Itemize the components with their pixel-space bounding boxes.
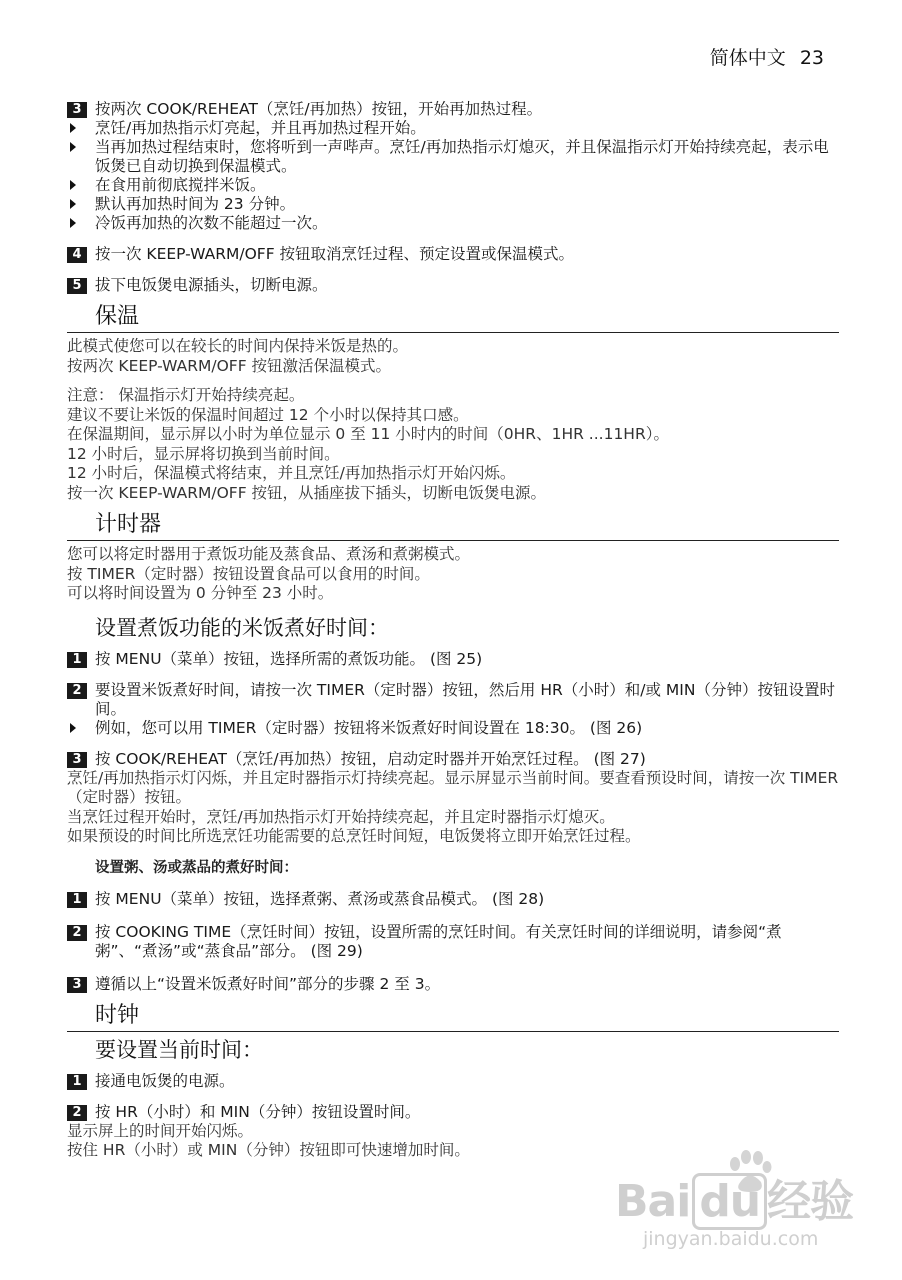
porridge-step-2: 2 按 COOKING TIME（烹饪时间）按钮，设置所需的烹饪时间。有关烹饪时间的详细说明，请参阅“煮粥”、“煮汤”或“蒸食品”部分。 (图 29) (67, 923, 839, 961)
baidu-jingyan-watermark (615, 1150, 855, 1270)
step-number: 3 (67, 977, 87, 993)
rice-step-3: 3 按 COOK/REHEAT（烹饪/再加热）按钮，启动定时器并开始烹饪过程。 (图 27) (67, 750, 839, 769)
note-line: 按住 HR（小时）或 MIN（分钟）按钮即可快速增加时间。 (67, 1141, 470, 1159)
paragraph: 可以将时间设置为 0 分钟至 23 小时。 (67, 584, 334, 602)
step-number: 5 (67, 278, 87, 294)
bullet-arrow-icon (70, 199, 76, 209)
watermark-url: jingyan.baidu.com (643, 1228, 819, 1250)
note-line: 12 小时后，显示屏将切换到当前时间。 (67, 444, 340, 463)
paragraph: 按两次 KEEP-WARM/OFF 按钮激活保温模式。 (67, 356, 392, 375)
porridge-step-3: 3 遵循以上“设置米饭煮好时间”部分的步骤 2 至 3。 (67, 975, 839, 994)
rice-step-1: 1 按 MENU（菜单）按钮，选择所需的煮饭功能。 (图 25) (67, 650, 839, 669)
step-number: 2 (67, 925, 87, 941)
bullet-arrow-icon (70, 218, 76, 228)
paragraph: 您可以将定时器用于煮饭功能及蒸食品、煮汤和煮粥模式。 (67, 545, 471, 563)
rice-timer-subheading: 设置煮饭功能的米饭煮好时间： (95, 615, 389, 640)
bullet-item: 默认再加热时间为 23 分钟。 (67, 195, 839, 214)
step-number: 1 (67, 892, 87, 908)
step-number: 3 (67, 102, 87, 118)
keep-warm-heading: 保温 (67, 303, 839, 333)
note-line: 注意： 保温指示灯开始持续亮起。 (67, 386, 305, 404)
timer-heading: 计时器 (67, 511, 839, 541)
step-number: 2 (67, 1105, 87, 1121)
note-line: 按一次 KEEP-WARM/OFF 按钮，从插座拔下插头，切断电饭煲电源。 (67, 483, 547, 502)
note-line: 在保温期间，显示屏以小时为单位显示 0 至 11 小时内的时间（0HR、1HR ...11HR）。 (67, 425, 669, 443)
reheat-step-4: 4 按一次 KEEP-WARM/OFF 按钮取消烹饪过程、预定设置或保温模式。 (67, 245, 839, 264)
note-line: 当烹饪过程开始时，烹饪/再加热指示灯开始持续亮起，并且定时器指示灯熄灭。 (67, 807, 615, 826)
bullet-item: 当再加热过程结束时，您将听到一声哔声。烹饪/再加热指示灯熄灭，并且保温指示灯开始持续亮起，表示电饭煲已自动切换到保温模式。 (67, 138, 839, 176)
language-label: 简体中文 (709, 47, 786, 69)
reheat-step-3: 3 按两次 COOK/REHEAT（烹饪/再加热）按钮，开始再加热过程。 (67, 100, 839, 119)
note-line: 烹饪/再加热指示灯闪烁，并且定时器指示灯持续亮起。显示屏显示当前时间。要查看预设时间，请按一次 TIMER（定时器）按钮。 (67, 768, 839, 806)
paragraph: 按 TIMER（定时器）按钮设置食品可以食用的时间。 (67, 564, 430, 583)
page-header (710, 43, 824, 70)
page-number: 23 (799, 47, 824, 69)
step-number: 1 (67, 652, 87, 668)
bullet-arrow-icon (70, 142, 76, 152)
bullet-arrow-icon (70, 723, 76, 733)
step-number: 1 (67, 1074, 87, 1090)
document-body (67, 100, 839, 1161)
rice-step-2: 2 要设置米饭煮好时间，请按一次 TIMER（定时器）按钮，然后用 HR（小时）和/或 MIN（分钟）按钮设置时间。 (67, 681, 839, 719)
paragraph: 此模式使您可以在较长的时间内保持米饭是热的。 (67, 337, 409, 355)
bullet-arrow-icon (70, 180, 76, 190)
porridge-timer-subheading: 设置粥、汤或蒸品的煮好时间： (95, 859, 298, 876)
step-number: 2 (67, 683, 87, 699)
note-line: 显示屏上的时间开始闪烁。 (67, 1121, 254, 1140)
clock-heading: 时钟 (67, 1002, 839, 1032)
step-number: 4 (67, 247, 87, 263)
reheat-step-5: 5 拔下电饭煲电源插头，切断电源。 (67, 276, 839, 295)
clock-subheading: 要设置当前时间： (95, 1037, 263, 1062)
clock-step-1: 1 接通电饭煲的电源。 (67, 1072, 839, 1091)
clock-step-2: 2 按 HR（小时）和 MIN（分钟）按钮设置时间。 (67, 1103, 839, 1122)
bullet-item: 例如，您可以用 TIMER（定时器）按钮将米饭煮好时间设置在 18:30。 (图 26) (67, 719, 839, 738)
bullet-item: 在食用前彻底搅拌米饭。 (67, 176, 839, 195)
porridge-step-1: 1 按 MENU（菜单）按钮，选择煮粥、煮汤或蒸食品模式。 (图 28) (67, 890, 839, 909)
note-line: 如果预设的时间比所选烹饪功能需要的总烹饪时间短，电饭煲将立即开始烹饪过程。 (67, 827, 641, 845)
bullet-item: 烹饪/再加热指示灯亮起，并且再加热过程开始。 (67, 119, 839, 138)
note-line: 建议不要让米饭的保温时间超过 12 个小时以保持其口感。 (67, 405, 469, 424)
step-number: 3 (67, 752, 87, 768)
bullet-arrow-icon (70, 123, 76, 133)
bullet-item: 冷饭再加热的次数不能超过一次。 (67, 214, 839, 233)
watermark-logo: Bai du 经验 (615, 1165, 853, 1229)
note-line: 12 小时后，保温模式将结束，并且烹饪/再加热指示灯开始闪烁。 (67, 464, 516, 482)
